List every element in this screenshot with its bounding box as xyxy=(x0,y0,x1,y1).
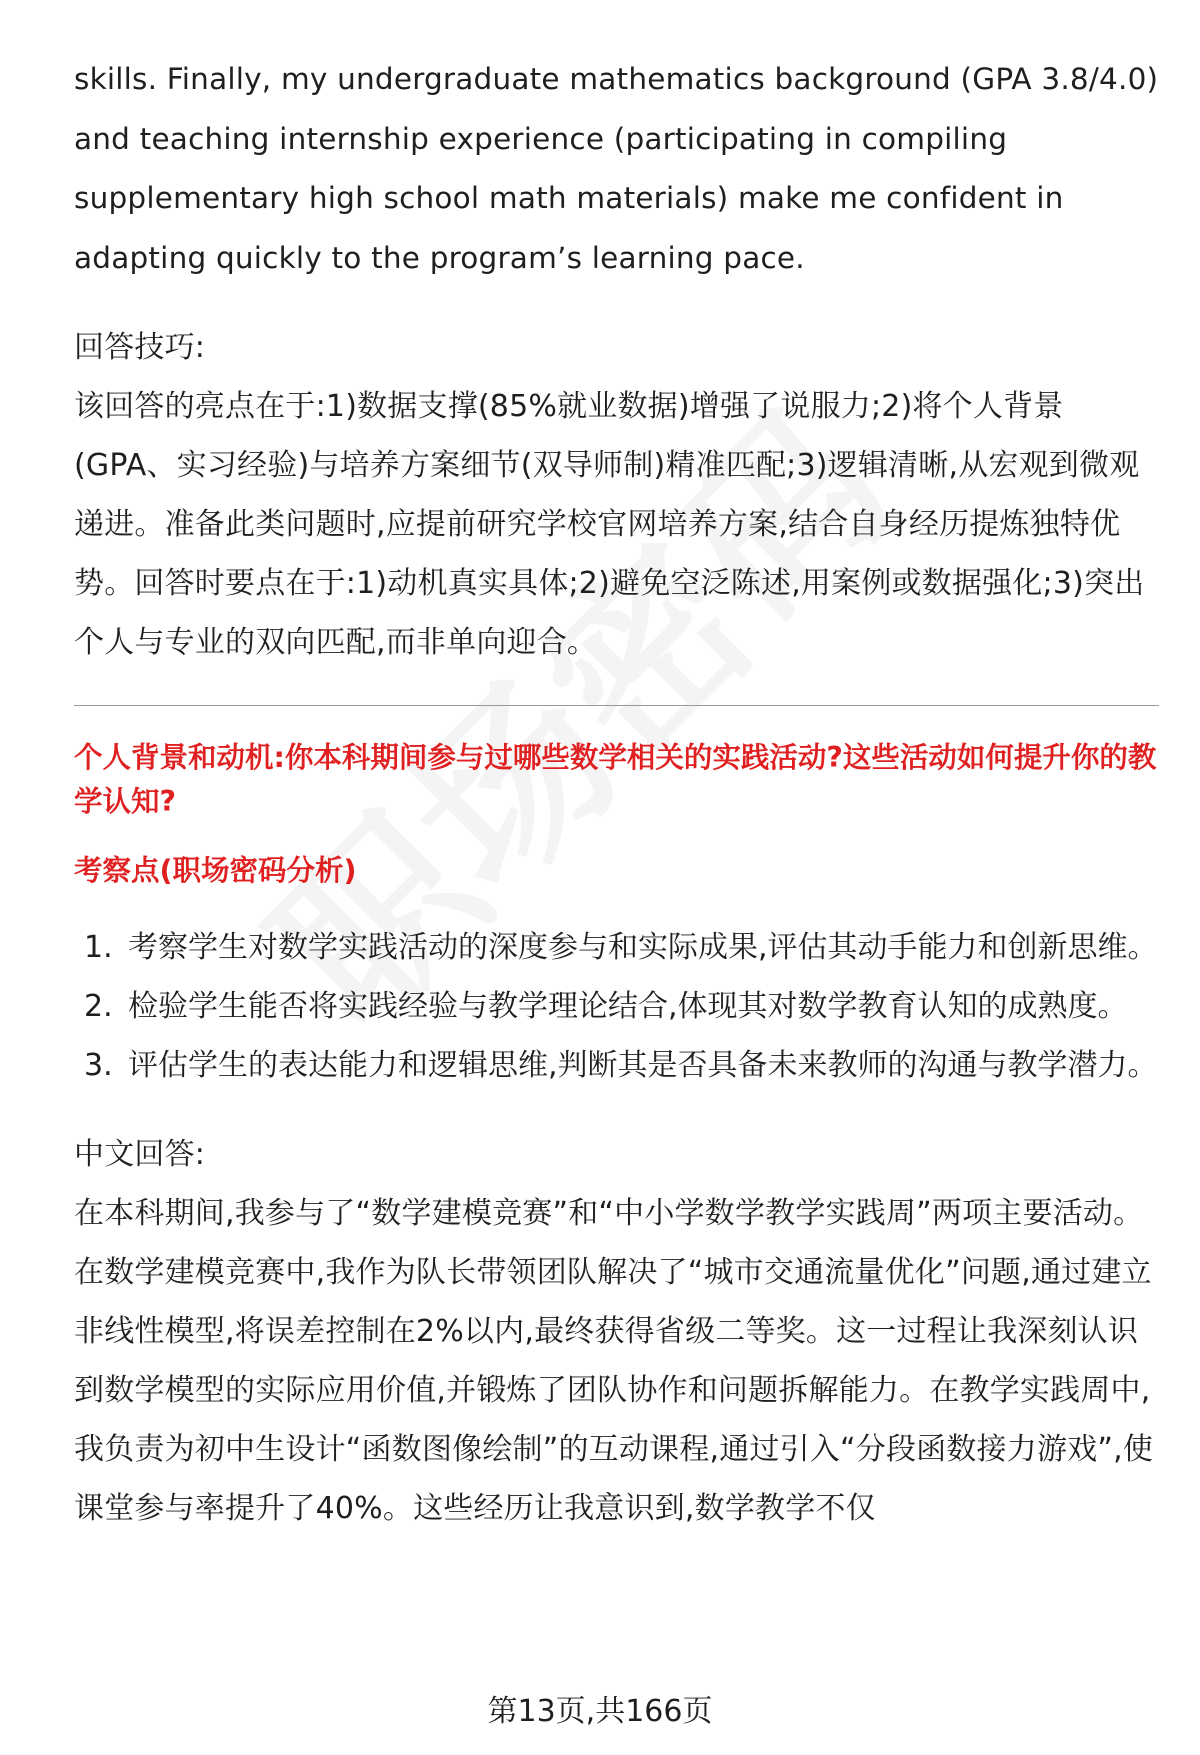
list-item-number: 1. xyxy=(84,930,113,965)
focus-label: 考察点(职场密码分析) xyxy=(74,854,357,887)
english-answer-paragraph: skills. Finally, my undergraduate mathematics background (GPA 3.8/4.0) and teaching internship experience (participating in compiling supplementary high school math materials) make me confident in adapting quickly to the program’s learning pace. xyxy=(74,62,1159,275)
list-item-number: 2. xyxy=(84,989,113,1024)
focus-points-list xyxy=(74,918,1159,1095)
page-footer: 第13页,共166页 xyxy=(487,1694,713,1729)
document-page xyxy=(74,50,1159,1538)
list-item-text: 评估学生的表达能力和逻辑思维,判断其是否具备未来教师的沟通与教学潜力。 xyxy=(128,1048,1158,1083)
list-item-number: 3. xyxy=(84,1048,113,1083)
tips-label: 回答技巧: xyxy=(74,330,206,365)
question-title: 个人背景和动机:你本科期间参与过哪些数学相关的实践活动?这些活动如何提升你的教学认知? xyxy=(74,741,1157,818)
list-item xyxy=(74,1036,1159,1095)
list-item-text: 考察学生对数学实践活动的深度参与和实际成果,评估其动手能力和创新思维。 xyxy=(128,930,1158,965)
answer-label: 中文回答: xyxy=(74,1137,206,1172)
list-item xyxy=(74,977,1159,1036)
answer-paragraph: 在本科期间,我参与了“数学建模竞赛”和“中小学数学教学实践周”两项主要活动。在数学建模竞赛中,我作为队长带领团队解决了“城市交通流量优化”问题,通过建立非线性模型,将误差控制在2%以内,最终获得省级二等奖。这一过程让我深刻认识到数学模型的实际应用价值,并锻炼了团队协作和问题拆解能力。在教学实践周中,我负责为初中生设计“函数图像绘制”的互动课程,通过引入“分段函数接力游戏”,使课堂参与率提升了40%。这些经历让我意识到,数学教学不仅 xyxy=(74,1196,1154,1526)
section-divider xyxy=(74,705,1159,706)
tips-paragraph: 该回答的亮点在于:1)数据支撑(85%就业数据)增强了说服力;2)将个人背景(GPA、实习经验)与培养方案细节(双导师制)精准匹配;3)逻辑清晰,从宏观到微观递进。准备此类问题时,应提前研究学校官网培养方案,结合自身经历提炼独特优势。回答时要点在于:1)动机真实具体;2)避免空泛陈述,用案例或数据强化;3)突出个人与专业的双向匹配,而非单向迎合。 xyxy=(74,389,1145,660)
list-item xyxy=(74,918,1159,977)
list-item-text: 检验学生能否将实践经验与教学理论结合,体现其对数学教育认知的成熟度。 xyxy=(128,989,1128,1024)
